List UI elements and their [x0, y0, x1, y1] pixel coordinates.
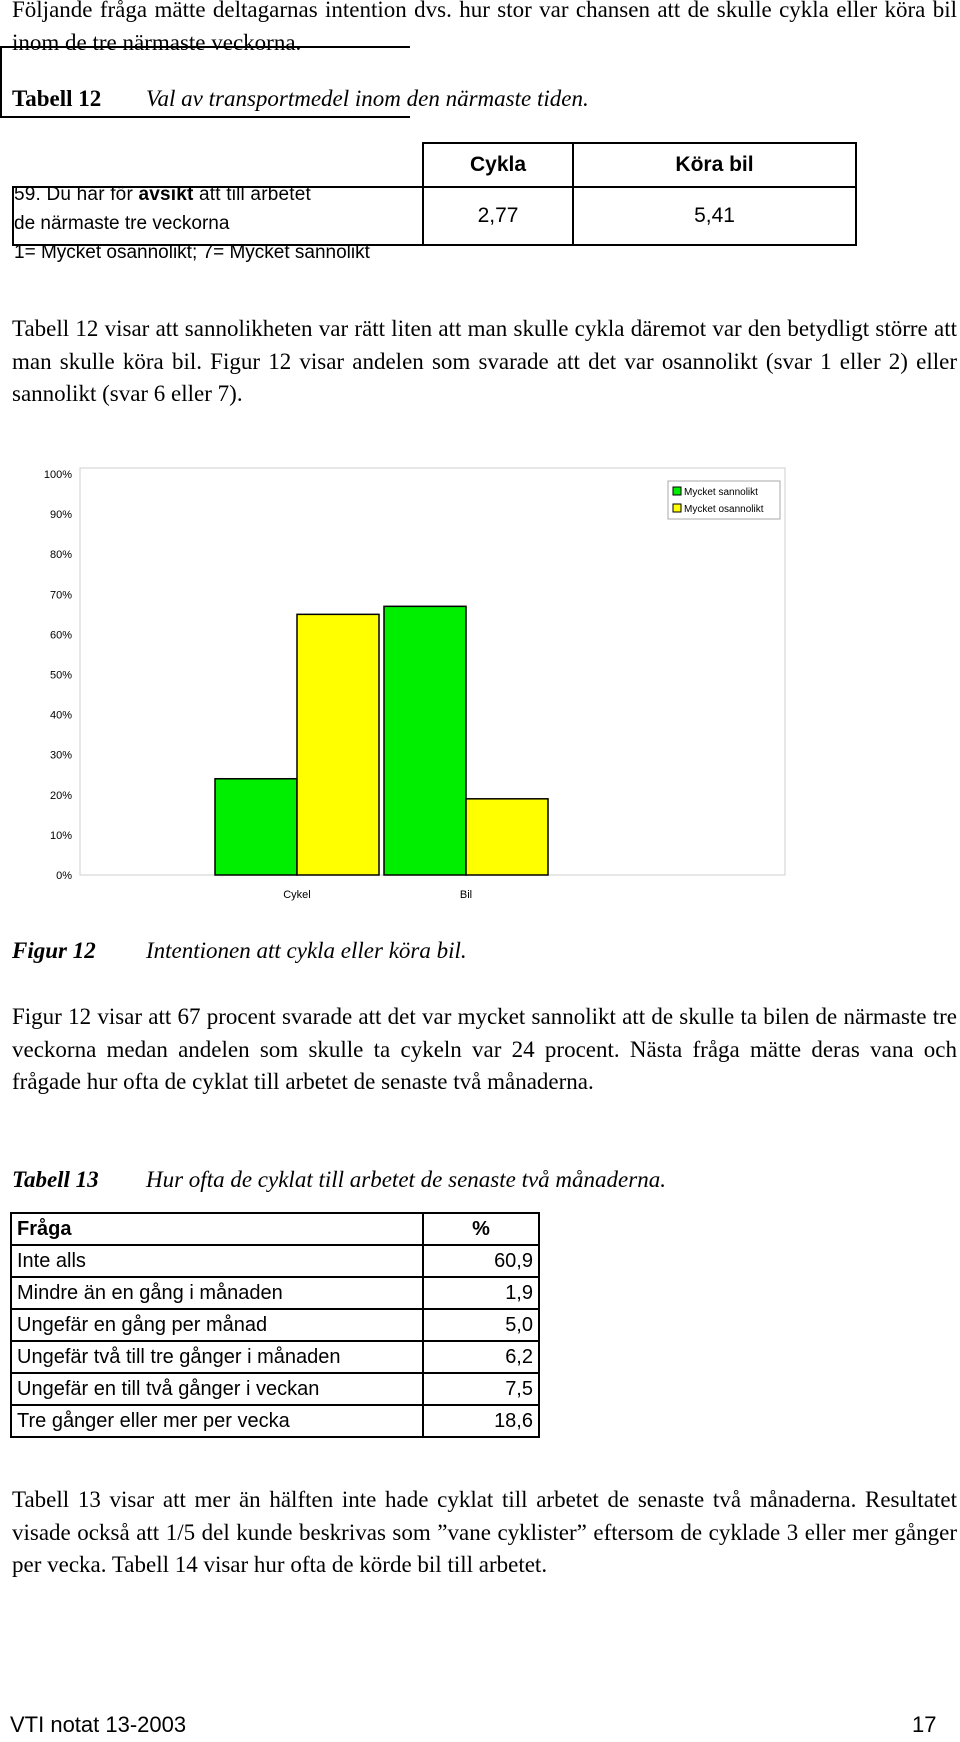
table13-header-question: Fråga	[11, 1213, 423, 1245]
table12-title: Val av transportmedel inom den närmaste tiden.	[146, 86, 589, 111]
legend-swatch	[673, 487, 681, 495]
table12-value-cykla: 2,77	[422, 186, 574, 246]
paragraph-after-figure12: Figur 12 visar att 67 procent svarade att det var mycket sannolikt att de skulle ta bilen de närmaste tre veckorna medan andelen som skulle ta cykeln var 24 procent. Nästa fråga mätte deras vana och frågade hur ofta de cyklat till arbetet de senaste två månaderna.	[12, 1004, 957, 1094]
y-tick-label: 80%	[49, 549, 72, 562]
table13-value: 7,5	[423, 1373, 539, 1405]
table12-question	[14, 180, 370, 267]
paragraph-after-table13: Tabell 13 visar att mer än hälften inte hade cyklat till arbetet de senaste två månaderna. Resultatet visade också att 1/5 del kunde beskrivas som ”vane cyklister” eftersom de cyklade 3 eller mer gånger per vecka. Tabell 14 visar hur ofta de körde bil till arbetet.	[12, 1487, 957, 1577]
table13-question: Ungefär två till tre gånger i månaden	[11, 1341, 423, 1373]
table12-header-cykla: Cykla	[422, 142, 574, 188]
table13-title: Hur ofta de cyklat till arbetet de senaste två månaderna.	[146, 1167, 666, 1192]
table12-question-line2: de närmaste tre veckorna	[14, 213, 230, 234]
footer-page-number: 17	[912, 1712, 937, 1737]
legend-label: Mycket sannolikt	[684, 487, 758, 498]
table13-header-percent: %	[423, 1213, 539, 1245]
table-row	[11, 1405, 539, 1437]
y-tick-label: 20%	[49, 789, 72, 802]
table12-header-kora-bil: Köra bil	[572, 142, 857, 188]
y-tick-label: 30%	[49, 749, 72, 762]
table13	[10, 1212, 540, 1438]
y-tick-label: 90%	[49, 509, 72, 522]
table13-question: Inte alls	[11, 1245, 423, 1277]
table13-header-row	[11, 1213, 539, 1245]
table12-question-suffix: att till arbetet	[193, 184, 311, 205]
table13-value: 60,9	[423, 1245, 539, 1277]
table12-value-kora-bil: 5,41	[572, 186, 857, 246]
table13-question: Mindre än en gång i månaden	[11, 1277, 423, 1309]
figure12-chart	[0, 445, 960, 905]
table12-scale: 1= Mycket osannolikt; 7= Mycket sannolikt	[14, 242, 370, 263]
y-tick-label: 50%	[49, 669, 72, 682]
table-row	[11, 1373, 539, 1405]
y-tick-label: 100%	[43, 469, 72, 481]
table12-question-bold: avsikt	[138, 184, 194, 205]
figure12-title: Intentionen att cykla eller köra bil.	[146, 938, 467, 963]
table13-question: Ungefär en gång per månad	[11, 1309, 423, 1341]
table13-value: 5,0	[423, 1309, 539, 1341]
y-tick-label: 10%	[49, 829, 72, 842]
footer-report-id: VTI notat 13-2003	[10, 1712, 187, 1737]
intro-paragraph: Följande fråga mätte deltagarnas intention dvs. hur stor var chansen att de skulle cykla eller köra bil inom de tre närmaste veckorna.	[12, 0, 957, 55]
table13-question: Tre gånger eller mer per vecka	[11, 1405, 423, 1437]
legend-label: Mycket osannolikt	[684, 504, 764, 515]
bar-cykel-mycket-sannolikt	[215, 779, 297, 875]
table13-label: Tabell 13	[12, 1167, 99, 1192]
table12-question-cell	[0, 46, 410, 118]
legend-swatch	[673, 504, 681, 512]
table-row	[11, 1341, 539, 1373]
paragraph-after-table12: Tabell 12 visar att sannolikheten var rätt liten att man skulle cykla däremot var den betydligt större att man skulle köra bil. Figur 12 visar andelen som svarade att det var osannolikt (svar 1 eller 2) eller sannolikt (svar 6 eller 7).	[12, 316, 957, 406]
y-tick-label: 0%	[56, 870, 72, 882]
x-tick-label: Bil	[459, 889, 473, 901]
x-tick-label: Cykel	[283, 889, 311, 901]
figure12-caption	[12, 938, 467, 964]
figure12-label: Figur 12	[12, 938, 96, 963]
table13-value: 6,2	[423, 1341, 539, 1373]
table-row	[11, 1277, 539, 1309]
table13-value: 1,9	[423, 1277, 539, 1309]
y-tick-label: 40%	[49, 709, 72, 722]
bar-cykel-mycket-osannolikt	[297, 614, 379, 875]
table13-value: 18,6	[423, 1405, 539, 1437]
table12-question-prefix: 59. Du har för	[14, 184, 139, 205]
bar-bil-mycket-sannolikt	[384, 606, 466, 875]
y-tick-label: 70%	[49, 589, 72, 602]
table-row	[11, 1245, 539, 1277]
table13-question: Ungefär en till två gånger i veckan	[11, 1373, 423, 1405]
y-tick-label: 60%	[49, 629, 72, 642]
bar-bil-mycket-osannolikt	[466, 799, 548, 875]
table-row	[11, 1309, 539, 1341]
table12-label: Tabell 12	[12, 86, 102, 111]
table13-caption	[12, 1167, 666, 1193]
